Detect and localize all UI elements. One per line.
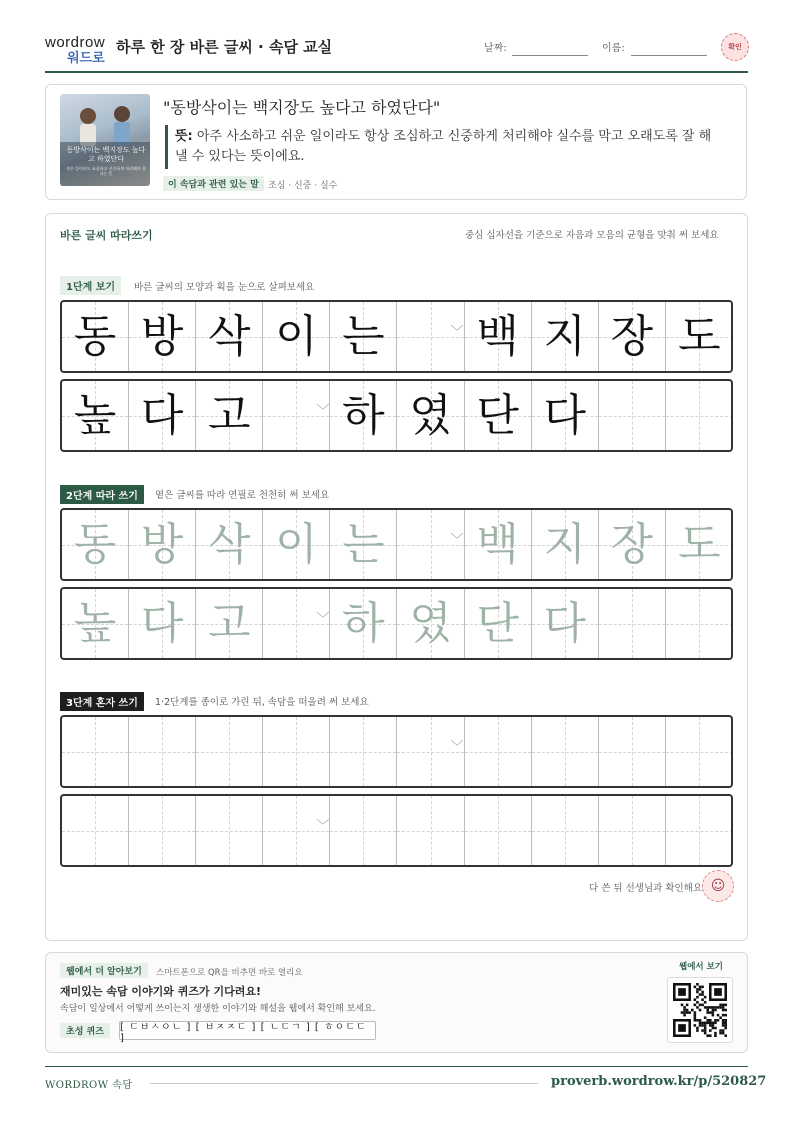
- writing-cell[interactable]: [263, 510, 330, 579]
- writing-cell[interactable]: [129, 796, 196, 865]
- syllable: 백: [476, 310, 519, 362]
- writing-cell[interactable]: [330, 510, 397, 579]
- writing-cell: [263, 302, 330, 371]
- proverb-meaning: [175, 127, 727, 167]
- syllable: 이: [275, 518, 318, 570]
- writing-cell[interactable]: [397, 717, 464, 786]
- writing-cell: [532, 381, 599, 450]
- writing-cell[interactable]: [263, 717, 330, 786]
- free-write-row-1[interactable]: [60, 715, 733, 788]
- writing-cell: [129, 381, 196, 450]
- writing-cell[interactable]: [330, 717, 397, 786]
- related-words: 조심 · 신중 · 실수: [268, 181, 338, 191]
- writing-cell[interactable]: [666, 796, 733, 865]
- syllable: 단: [476, 389, 519, 441]
- syllable: 고: [207, 597, 251, 649]
- writing-cell: [666, 302, 733, 371]
- date-label: 날짜:: [484, 43, 507, 54]
- syllable: 이: [275, 310, 318, 362]
- space-mark-icon: ﹀: [316, 612, 330, 627]
- writing-cell[interactable]: [599, 796, 666, 865]
- footer-brand: WORDROW 속담: [45, 1080, 133, 1091]
- syllable: 하: [342, 597, 385, 649]
- syllable: 는: [342, 310, 385, 362]
- writing-cell: [129, 302, 196, 371]
- writing-cell: [263, 381, 330, 450]
- syllable: 높: [73, 597, 117, 649]
- qr-code[interactable]: [667, 977, 733, 1043]
- name-field[interactable]: [631, 55, 707, 56]
- step3-badge: 3단계 혼자 쓰기: [60, 692, 144, 711]
- syllable: 였: [409, 597, 452, 649]
- syllable: 높: [73, 389, 117, 441]
- writing-cell: [330, 381, 397, 450]
- teacher-check-note: 다 쓴 뒤 선생님과 확인해요: [589, 883, 703, 894]
- step1-badge: 1단계 보기: [60, 276, 121, 295]
- writing-cell: [599, 302, 666, 371]
- writing-cell[interactable]: [263, 796, 330, 865]
- writing-cell: [196, 302, 263, 371]
- writing-cell[interactable]: [532, 796, 599, 865]
- web-title: 재미있는 속담 이야기와 퀴즈가 기다려요!: [60, 985, 261, 998]
- writing-cell[interactable]: [196, 510, 263, 579]
- qr-label: 웹에서 보기: [679, 962, 724, 972]
- writing-cell: [666, 381, 733, 450]
- wordrow-logo: [45, 34, 107, 66]
- writing-cell[interactable]: [196, 796, 263, 865]
- proverb-title: "동방삭이는 백지장도 높다고 하였단다": [163, 98, 441, 117]
- writing-cell[interactable]: [465, 796, 532, 865]
- writing-cell[interactable]: [129, 510, 196, 579]
- syllable: 다: [543, 389, 586, 441]
- syllable: 동: [73, 310, 117, 362]
- syllable: 방: [140, 310, 184, 362]
- writing-cell[interactable]: [62, 589, 129, 658]
- writing-cell: [196, 381, 263, 450]
- writing-cell[interactable]: [263, 589, 330, 658]
- step2-badge: 2단계 따라 쓰기: [60, 485, 144, 504]
- syllable: 지: [543, 310, 586, 362]
- writing-cell[interactable]: [666, 717, 733, 786]
- syllable: 다: [140, 389, 184, 441]
- syllable: 장: [610, 310, 654, 362]
- initial-consonant-quiz: [ ㄷㅂㅅㅇㄴ ] [ ㅂㅈㅈㄷ ] [ ㄴㄷㄱ ] [ ㅎㅇㄷㄷ ]: [119, 1021, 376, 1040]
- step1-description: 바른 글씨의 모양과 획을 눈으로 살펴보세요: [134, 282, 315, 293]
- writing-cell[interactable]: [129, 589, 196, 658]
- syllable: 장: [610, 518, 654, 570]
- syllable: 는: [342, 518, 385, 570]
- step3-description: 1·2단계를 종이로 가린 뒤, 속담을 떠올려 써 보세요: [155, 697, 369, 708]
- writing-cell[interactable]: [599, 589, 666, 658]
- header-divider: [45, 71, 748, 73]
- writing-cell[interactable]: [465, 510, 532, 579]
- name-label: 이름:: [602, 43, 625, 54]
- footer-divider: [45, 1066, 748, 1067]
- footer-url[interactable]: proverb.wordrow.kr/p/520827: [551, 1074, 767, 1089]
- syllable: 단: [476, 597, 519, 649]
- writing-cell: [532, 302, 599, 371]
- syllable: 다: [543, 597, 586, 649]
- teacher-face-icon: ☺: [702, 870, 734, 902]
- writing-cell[interactable]: [62, 510, 129, 579]
- syllable: 하: [342, 389, 385, 441]
- writing-cell: [397, 381, 464, 450]
- date-field[interactable]: [512, 55, 588, 56]
- qr-hint: 스마트폰으로 QR을 비추면 바로 열리요: [156, 968, 303, 978]
- logo-wordmark: wordrow: [45, 34, 106, 51]
- free-write-row-2[interactable]: [60, 794, 733, 867]
- meaning-label: 뜻:: [175, 129, 193, 144]
- syllable: 도: [678, 310, 721, 362]
- writing-cell[interactable]: [532, 510, 599, 579]
- web-description: 속담이 일상에서 어떻게 쓰이는지 생생한 이야기와 해설을 웹에서 확인해 보세요.: [60, 1004, 376, 1014]
- writing-cell[interactable]: [397, 796, 464, 865]
- writing-cell: [599, 381, 666, 450]
- syllable: 동: [73, 518, 117, 570]
- writing-cell[interactable]: [397, 510, 464, 579]
- logo-korean: 워드로: [67, 51, 105, 66]
- trace-row-2[interactable]: [60, 587, 733, 660]
- writing-cell[interactable]: [465, 589, 532, 658]
- illustration-subcaption: 작은 일이라도 조심하고 신중하게 처리해야 한다는 뜻: [66, 166, 146, 176]
- syllable: 삭: [207, 518, 251, 570]
- writing-cell[interactable]: [666, 510, 733, 579]
- writing-cell[interactable]: [465, 717, 532, 786]
- writing-cell: [330, 302, 397, 371]
- proverb-illustration: [60, 94, 150, 186]
- syllable: 방: [140, 518, 184, 570]
- model-row-2: [60, 379, 733, 452]
- qr-code-icon: [673, 983, 727, 1037]
- space-mark-icon: ﹀: [450, 740, 464, 755]
- writing-cell[interactable]: [330, 589, 397, 658]
- related-words-badge: 이 속담과 관련 있는 말: [163, 176, 264, 191]
- writing-cell[interactable]: [330, 796, 397, 865]
- syllable: 다: [140, 597, 184, 649]
- practice-note: 중심 십자선을 기준으로 자음과 모음의 균형을 맞춰 써 보세요: [465, 230, 719, 241]
- writing-cell[interactable]: [196, 717, 263, 786]
- writing-cell[interactable]: [62, 717, 129, 786]
- quiz-badge: 초성 퀴즈: [60, 1023, 110, 1038]
- writing-cell[interactable]: [532, 717, 599, 786]
- space-mark-icon: ﹀: [316, 404, 330, 419]
- syllable: 지: [543, 518, 586, 570]
- syllable: 도: [678, 518, 721, 570]
- writing-cell: [465, 302, 532, 371]
- space-mark-icon: ﹀: [450, 533, 464, 548]
- meaning-accent-bar: [165, 125, 168, 169]
- illustration-caption: 동방삭이는 백지장도 높다고 하였단다: [66, 146, 146, 163]
- writing-cell: [397, 302, 464, 371]
- writing-cell[interactable]: [397, 589, 464, 658]
- writing-cell[interactable]: [666, 589, 733, 658]
- meaning-text: 아주 사소하고 쉬운 일이라도 항상 조심하고 신중하게 처리해야 실수를 막고 오래도록 잘 해 낼 수 있다는 뜻이에요.: [175, 129, 712, 164]
- page-title: 하루 한 장 바른 글씨 · 속담 교실: [116, 38, 333, 56]
- syllable: 삭: [207, 310, 251, 362]
- syllable: 였: [409, 389, 452, 441]
- practice-title: 바른 글씨 따라쓰기: [60, 229, 153, 242]
- web-badge: 웹에서 더 알아보기: [60, 963, 148, 978]
- step2-description: 옅은 글씨를 따라 연필로 천천히 써 보세요: [155, 490, 330, 501]
- writing-cell: [465, 381, 532, 450]
- writing-cell: [62, 381, 129, 450]
- trace-row-1[interactable]: [60, 508, 733, 581]
- syllable: 고: [207, 389, 251, 441]
- writing-cell[interactable]: [62, 796, 129, 865]
- space-mark-icon: ﹀: [316, 819, 330, 834]
- space-mark-icon: ﹀: [450, 325, 464, 340]
- writing-cell[interactable]: [532, 589, 599, 658]
- writing-cell[interactable]: [599, 510, 666, 579]
- footer-dotted-line: [150, 1083, 538, 1084]
- model-row-1: [60, 300, 733, 373]
- syllable: 백: [476, 518, 519, 570]
- writing-cell[interactable]: [129, 717, 196, 786]
- writing-cell: [62, 302, 129, 371]
- writing-cell[interactable]: [599, 717, 666, 786]
- writing-cell[interactable]: [196, 589, 263, 658]
- check-stamp: 확인: [721, 33, 749, 61]
